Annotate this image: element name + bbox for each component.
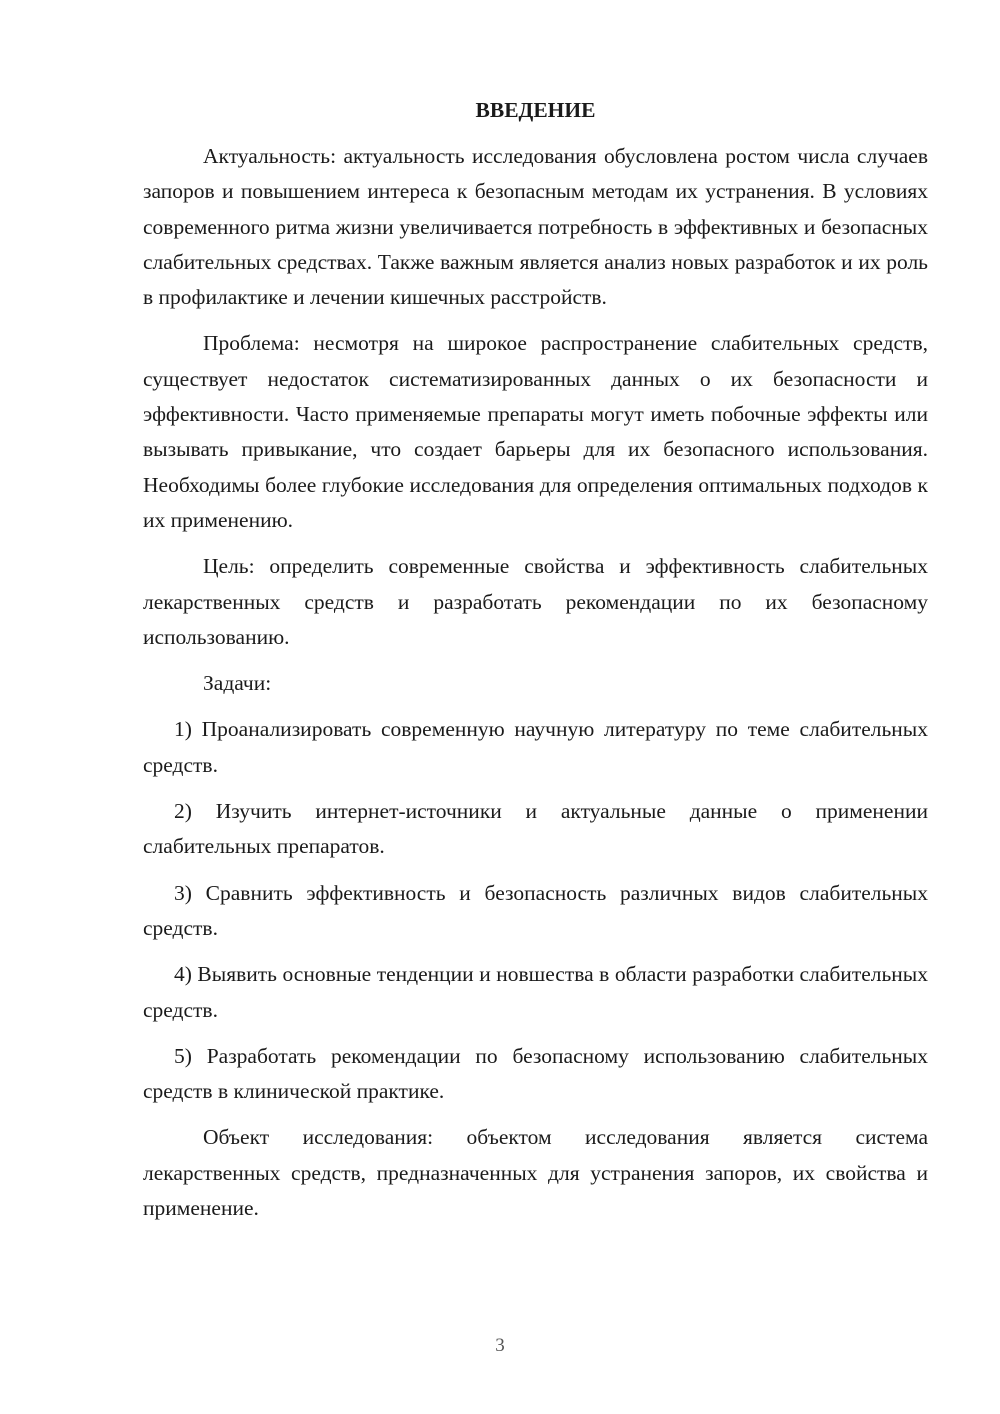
task-item: 4) Выявить основные тенденции и новшества в области разработки слабительных средств. [143, 962, 928, 1022]
goal-paragraph: Цель: определить современные свойства и эффективность слабительных лекарственных средств и разработать рекомендации по их безопасному использованию. [143, 554, 928, 649]
task-item: 2) Изучить интернет-источники и актуальные данные о применении слабительных препаратов. [143, 799, 928, 859]
task-item: 5) Разработать рекомендации по безопасному использованию слабительных средств в клинической практике. [143, 1043, 928, 1104]
page-number: 3 [495, 1335, 505, 1356]
relevance-paragraph: Актуальность: актуальность исследования обусловлена ростом числа случаев запоров и повышением интереса к безопасным методам их устранения. В условиях современного ритма жизни увеличивается потребность в эффективных и безопасных слабительных средствах. Также важным является анализ новых разработок и их роль в профилактике и лечении кишечных расстройств. [143, 144, 928, 310]
task-item: 1) Проанализировать современную научную литературу по теме слабительных средств. [143, 717, 928, 777]
problem-paragraph: Проблема: несмотря на широкое распространение слабительных средств, существует недостаток систематизированных данных о их безопасности и эффективности. Часто применяемые препараты могут иметь побочные эффекты или вызывать привыкание, что создает барьеры для их безопасного использования. Необходимы более глубокие исследования для определения оптимальных подходов к их применению. [143, 331, 928, 532]
tasks-label: Задачи: [203, 671, 272, 696]
object-paragraph: Объект исследования: объектом исследования является система лекарственных средств, предназначенных для устранения запоров, их свойства и применение. [143, 1125, 928, 1221]
section-heading: ВВЕДЕНИЕ [475, 98, 596, 122]
document-page [143, 93, 928, 1237]
task-item: 3) Сравнить эффективность и безопасность различных видов слабительных средств. [143, 880, 928, 940]
